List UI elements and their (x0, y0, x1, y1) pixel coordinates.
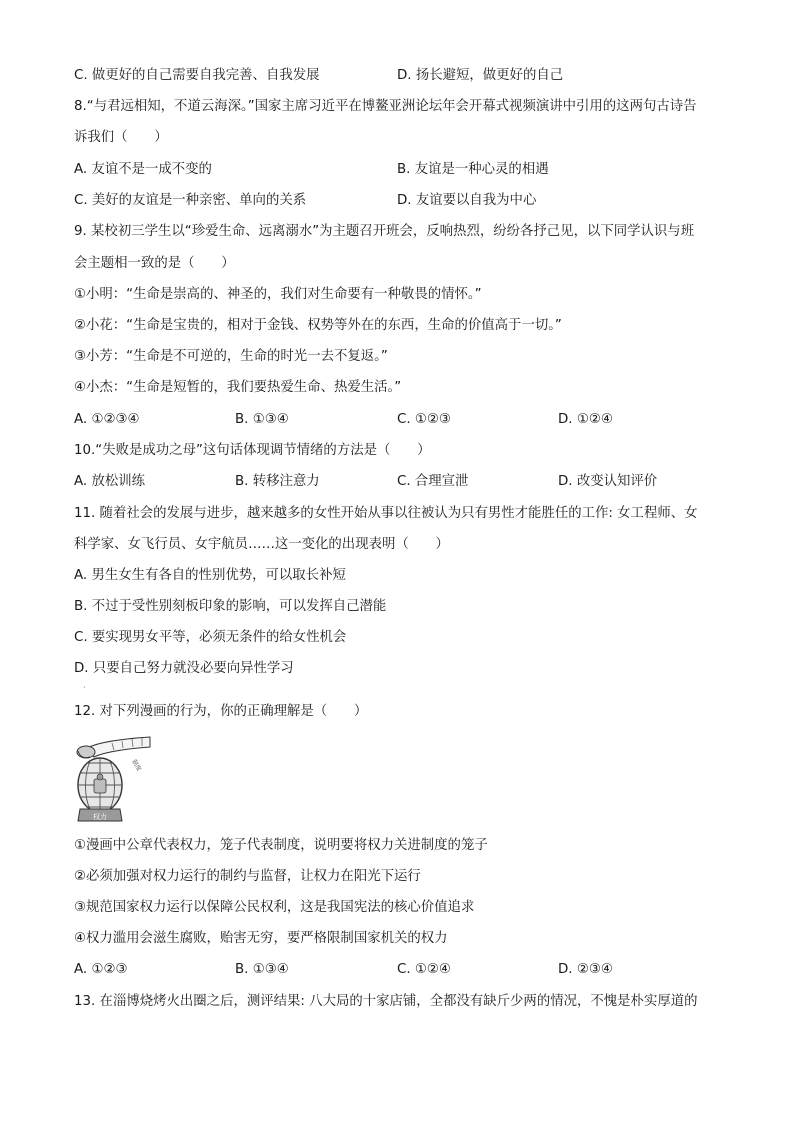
cage-label: 权力 (93, 813, 107, 821)
q9-option-c: C. ①②③ (397, 412, 451, 427)
q11-option-d: D. 只要自己努力就没必要向异性学习 (74, 661, 294, 676)
q13-stem-line1: 13. 在淄博烧烤火出圈之后，测评结果: 八大局的十家店铺，全都没有缺斤少两的情况，不愧是朴实厚道的 (74, 994, 698, 1009)
q8-option-a: A. 友谊不是一成不变的 (74, 162, 212, 177)
q8-option-c: C. 美好的友谊是一种亲密、单向的关系 (74, 193, 307, 208)
q9-option-b: B. ①③④ (235, 412, 289, 427)
q12-option-b: B. ①③④ (235, 962, 289, 977)
stray-mark: · (83, 683, 86, 692)
q10-stem: 10.“失败是成功之母”这句话体现调节情绪的方法是（ ） (74, 443, 431, 458)
q11-option-c: C. 要实现男女平等，必须无条件的给女性机会 (74, 630, 347, 645)
q9-stem-line1: 9. 某校初三学生以“珍爱生命、远离溺水”为主题召开班会，反响热烈，纷纷各抒己见，以下同学认识与班 (74, 224, 695, 239)
q12-statement-2: ②必须加强对权力运行的制约与监督，让权力在阳光下运行 (74, 869, 421, 884)
q12-stem: 12. 对下列漫画的行为，你的正确理解是（ ） (74, 704, 368, 719)
q12-option-a: A. ①②③ (74, 962, 128, 977)
q10-option-a: A. 放松训练 (74, 474, 145, 489)
q9-option-d: D. ①②④ (558, 412, 613, 427)
q11-option-a: A. 男生女生有各自的性别优势，可以取长补短 (74, 568, 346, 583)
q11-stem-line2: 科学家、女飞行员、女宇航员……这一变化的出现表明（ ） (74, 537, 449, 552)
q7-option-d: D. 扬长避短，做更好的自己 (397, 68, 564, 83)
q12-statement-3: ③规范国家权力运行以保障公民权利，这是我国宪法的核心价值追求 (74, 900, 475, 915)
q9-statement-2: ②小花：“生命是宝贵的，相对于金钱、权势等外在的东西，生命的价值高于一切。” (74, 318, 562, 333)
q11-stem-line1: 11. 随着社会的发展与进步，越来越多的女性开始从事以往被认为只有男性才能胜任的工作: 女工程师、女 (74, 506, 698, 521)
q10-option-b: B. 转移注意力 (235, 474, 320, 489)
q9-stem-line2: 会主题相一致的是（ ） (74, 256, 235, 271)
q7-option-c: C. 做更好的自己需要自我完善、自我发展 (74, 68, 320, 83)
q8-option-d: D. 友谊要以自我为中心 (397, 193, 537, 208)
q9-statement-1: ①小明：“生命是崇高的、神圣的，我们对生命要有一种敬畏的情怀。” (74, 287, 482, 302)
q12-option-d: D. ②③④ (558, 962, 613, 977)
q12-statement-1: ①漫画中公章代表权力，笼子代表制度，说明要将权力关进制度的笼子 (74, 838, 488, 853)
q9-statement-4: ④小杰：“生命是短暂的，我们要热爱生命、热爱生活。” (74, 380, 402, 395)
q9-statement-3: ③小芳：“生命是不可逆的，生命的时光一去不复返。” (74, 349, 388, 364)
q12-option-c: C. ①②④ (397, 962, 451, 977)
cartoon-illustration (72, 735, 152, 823)
q8-stem-line1: 8.“与君远相知，不道云海深。”国家主席习近平在博鳌亚洲论坛年会开幕式视频演讲中引用的这两句古诗告 (74, 99, 697, 114)
q11-option-b: B. 不过于受性别刻板印象的影响，可以发挥自己潜能 (74, 599, 387, 614)
q8-stem-line2: 诉我们（ ） (74, 130, 168, 145)
stamp-label: 制度 (130, 758, 143, 773)
q10-option-d: D. 改变认知评价 (558, 474, 658, 489)
q8-option-b: B. 友谊是一种心灵的相遇 (397, 162, 549, 177)
q9-option-a: A. ①②③④ (74, 412, 140, 427)
q12-statement-4: ④权力滥用会滋生腐败，贻害无穷，要严格限制国家机关的权力 (74, 931, 448, 946)
q10-option-c: C. 合理宣泄 (397, 474, 469, 489)
